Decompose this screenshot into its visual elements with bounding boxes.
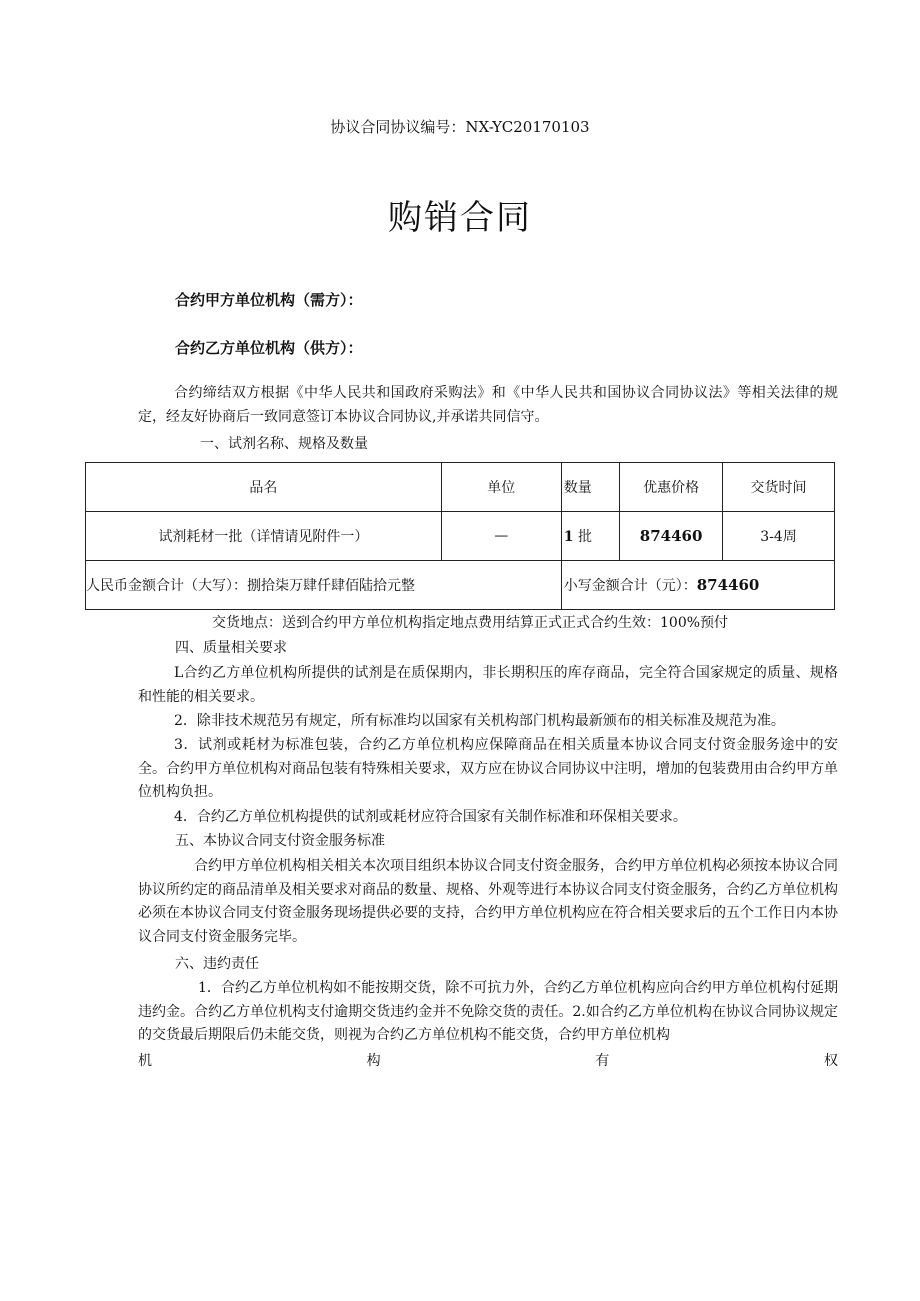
section4-heading: 四、质量相关要求 — [175, 640, 287, 656]
section4-item1: L合约乙方单位机构所提供的试剂是在质保期内，非长期积压的库存商品，完全符合国家规定的质量、规格和性能的相关要求。 — [138, 665, 838, 705]
delivery-line: 交货地点：送到合约甲方单位机构指定地点费用结算正式正式合约生效：100%预付 — [212, 615, 729, 631]
section5-heading: 五、本协议合同支付资金服务标准 — [175, 833, 385, 849]
section4-item4: 4．合约乙方单位机构提供的试剂或耗材应符合国家有关制作标准和环保相关要求。 — [174, 809, 687, 825]
total-chinese: 人民币金额合计（大写）：捌拾柒万肆仟肆佰陆拾元整 — [86, 561, 562, 610]
cell-qty — [561, 512, 620, 561]
items-table — [85, 462, 835, 610]
section6-body: 1．合约乙方单位机构如不能按期交货，除不可抗力外，合约乙方单位机构应向合约甲方单位机构付延期违约金。合约乙方单位机构支付逾期交货违约金并不免除交货的责任。2.如合约乙方单位机构在协议合同协议规定的交货最后期限后仍未能交货，则视为合约乙方单位机构不能交货，合约甲方单位机构 — [138, 980, 838, 1043]
party-a-label: 合约甲方单位机构（需方）： — [175, 291, 363, 309]
qty-unit: 批 — [577, 529, 592, 545]
header-unit: 单位 — [441, 463, 561, 512]
table-total-row — [86, 561, 835, 610]
section5-body: 合约甲方单位机构相关相关本次项目组织本协议合同支付资金服务，合约甲方单位机构必须按本协议合同协议所约定的商品清单及相关要求对商品的数量、规格、外观等进行本协议合同支付资金服务，合约乙方单位机构必须在本协议合同支付资金服务现场提供必要的支持，合约甲方单位机构应在符合相关要求后的五个工作日内本协议合同支付资金服务完毕。 — [138, 858, 838, 945]
section6-heading: 六、违约责任 — [175, 956, 259, 972]
header-name: 品名 — [86, 463, 442, 512]
qty-number: 1 — [563, 529, 574, 545]
intro-paragraph: 合约缔结双方根据《中华人民共和国政府采购法》和《中华人民共和国协议合同协议法》等相关法律的规定，经友好协商后一致同意签订本协议合同协议,并承诺共同信守。 — [138, 385, 838, 425]
cell-name: 试剂耗材一批（详情请见附件一） — [86, 512, 442, 561]
table-row — [86, 512, 835, 561]
header-qty: 数量 — [561, 463, 620, 512]
section4-item3: 3．试剂或耗材为标准包装，合约乙方单位机构应保障商品在相关质量本协议合同支付资金服务途中的安全。合约甲方单位机构对商品包装有特殊相关要求，双方应在协议合同协议中注明，增加的包装费用由合约甲方单位机构负担。 — [138, 737, 838, 800]
last-word: 权 — [823, 1053, 838, 1069]
total-numeric-value: 874460 — [696, 576, 760, 594]
total-numeric — [561, 561, 834, 610]
cell-delivery: 3-4周 — [722, 512, 834, 561]
last-word: 机 — [138, 1053, 152, 1069]
cell-unit: — — [441, 512, 561, 561]
section6-last-line — [138, 1050, 838, 1070]
document-title: 购销合同 — [388, 198, 532, 238]
cell-price: 874460 — [620, 512, 723, 561]
section1-heading: 一、试剂名称、规格及数量 — [200, 436, 368, 452]
last-word: 构 — [366, 1053, 381, 1069]
header-price: 优惠价格 — [620, 463, 723, 512]
total-numeric-label: 小写金额合计（元）： — [563, 578, 697, 594]
contract-number: 协议合同协议编号：NX-YC20170103 — [330, 118, 590, 136]
header-delivery: 交货时间 — [722, 463, 834, 512]
last-word: 有 — [595, 1053, 610, 1069]
section4-item2: 2．除非技术规范另有规定，所有标准均以国家有关机构部门机构最新颁布的相关标准及规范为准。 — [174, 713, 785, 729]
table-header-row — [86, 463, 835, 512]
party-b-label: 合约乙方单位机构（供方）： — [175, 339, 363, 357]
